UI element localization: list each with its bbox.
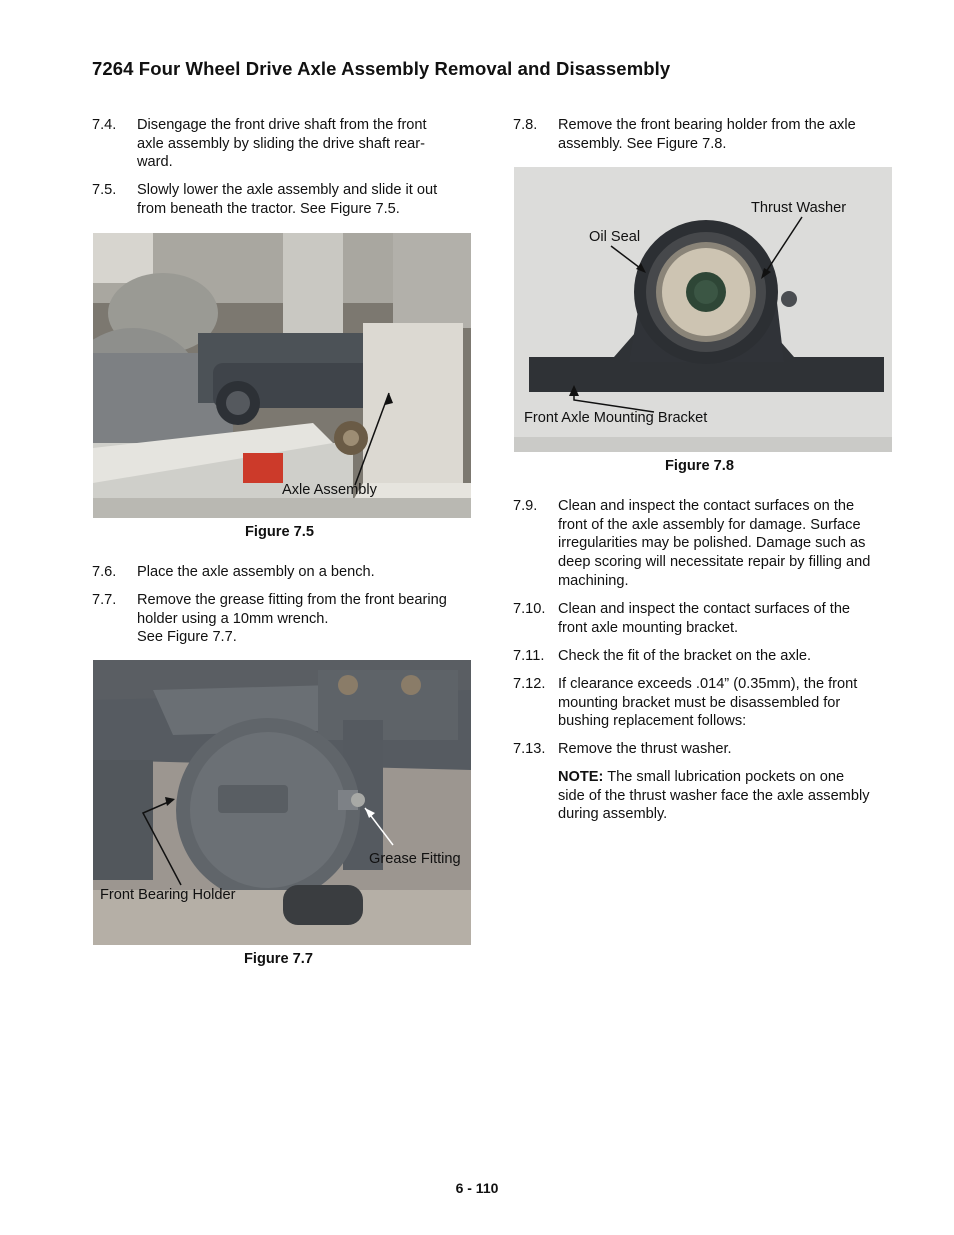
callout-axle-assembly: Axle Assembly [282, 482, 377, 498]
step-text: If clearance exceeds .014” (0.35mm), the front mounting bracket must be disassembled for bushing replacement follows: [558, 676, 858, 730]
step-text: Slowly lower the axle assembly and slide it out from beneath the tractor. See Figure 7.5. [137, 182, 438, 217]
callout-thrust-washer: Thrust Washer [751, 200, 847, 216]
callout-grease-fitting: Grease Fitting [369, 851, 461, 867]
step-7-12 [513, 675, 893, 735]
note-text-line-2: side of the thrust washer face the axle assembly [558, 787, 870, 804]
step-text: Disengage the front drive shaft from the front axle assembly by sliding the drive shaft rear- ward. [137, 117, 427, 171]
step-number: 7.10. [513, 601, 546, 617]
step-7-6 [92, 563, 472, 583]
step-7-8 [513, 116, 893, 156]
step-number: 7.12. [513, 676, 546, 692]
callout-front-bearing-holder: Front Bearing Holder [100, 887, 236, 903]
step-text: Check the fit of the bracket on the axle. [558, 648, 812, 664]
page-number: 6 - 110 [455, 1180, 499, 1196]
note-text-line-3: during assembly. [558, 806, 668, 823]
figure-7-8-caption: Figure 7.8 [665, 458, 734, 474]
step-number: 7.6. [92, 564, 117, 580]
step-number: 7.8. [513, 117, 538, 133]
step-number: 7.5. [92, 182, 117, 198]
step-number: 7.7. [92, 592, 117, 608]
step-number: 7.11. [513, 648, 545, 664]
step-text: Place the axle assembly on a bench. [137, 564, 375, 580]
note-label: NOTE: [558, 769, 604, 785]
step-7-4 [92, 116, 472, 176]
step-number: 7.9. [513, 498, 538, 514]
step-7-5 [92, 181, 472, 221]
step-number: 7.13. [513, 741, 546, 757]
step-7-10 [513, 600, 893, 640]
step-7-9 [513, 497, 893, 592]
figure-7-5-leader [93, 233, 471, 518]
callout-front-axle-mounting-bracket: Front Axle Mounting Bracket [524, 410, 708, 426]
step-text: Clean and inspect the contact surfaces on the front of the axle assembly for damage. Surface irregularities may be polished. Damage such as deep scoring will necessitate repair by filling and machining. [558, 498, 871, 589]
step-text: Remove the front bearing holder from the axle assembly. See Figure 7.8. [558, 117, 856, 152]
note-text-line-1: The small lubrication pockets on one [603, 769, 845, 785]
figure-7-5-caption: Figure 7.5 [245, 524, 314, 540]
figure-7-7-caption: Figure 7.7 [244, 951, 313, 967]
step-7-7 [92, 591, 472, 651]
step-7-13 [513, 740, 893, 760]
note-block [558, 768, 898, 828]
step-7-11 [513, 647, 893, 667]
step-text: Remove the grease fitting from the front bearing holder using a 10mm wrench. See Figure 7.7. [137, 592, 447, 646]
callout-oil-seal: Oil Seal [589, 229, 641, 245]
page-title: 7264 Four Wheel Drive Axle Assembly Removal and Disassembly [92, 58, 671, 79]
step-text: Remove the thrust washer. [558, 741, 732, 757]
step-text: Clean and inspect the contact surfaces of the front axle mounting bracket. [558, 601, 851, 636]
step-number: 7.4. [92, 117, 117, 133]
